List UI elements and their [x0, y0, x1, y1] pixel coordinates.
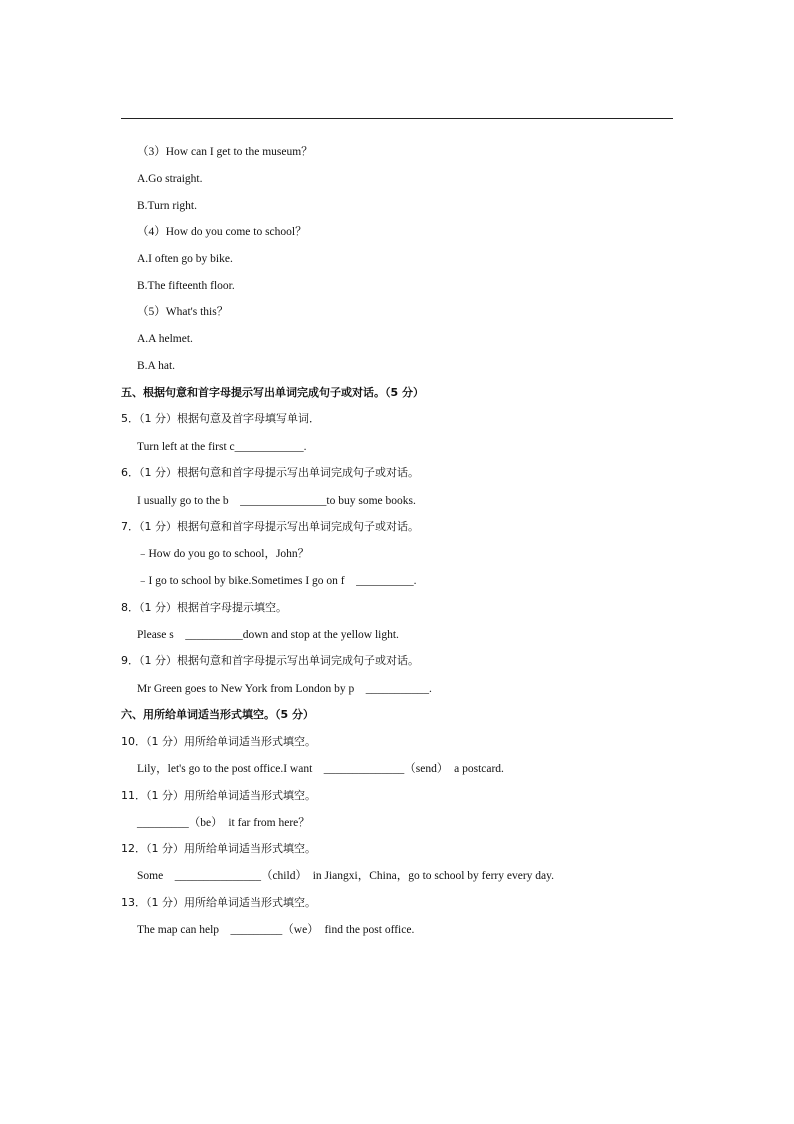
- fill-blank-line: Mr Green goes to New York from London by p ___________.: [137, 683, 432, 695]
- fill-blank-line: Some _______________（child） in Jiangxi，China，go to school by ferry every day.: [137, 870, 555, 882]
- question-stem: 13．（1 分）用所给单词适当形式填空。: [121, 896, 316, 909]
- fill-blank-line: I usually go to the b _______________to buy some books.: [137, 495, 416, 507]
- header-rule: [121, 118, 673, 119]
- section-title: 六、用所给单词适当形式填空。（5 分）: [121, 708, 314, 721]
- option-a: A.A helmet.: [137, 333, 193, 345]
- fill-blank-line: _________（be） it far from here？: [137, 817, 310, 829]
- dialog-line: ﹣How do you go to school，John？: [137, 548, 310, 560]
- option-a: A.Go straight.: [137, 173, 203, 185]
- section-title: 五、根据句意和首字母提示写出单词完成句子或对话。（5 分）: [121, 386, 424, 399]
- question-stem: 8．（1 分）根据首字母提示填空。: [121, 601, 287, 614]
- option-b: B.A hat.: [137, 360, 176, 372]
- question-stem: 9．（1 分）根据句意和首字母提示写出单词完成句子或对话。: [121, 654, 419, 667]
- question-stem: 6．（1 分）根据句意和首字母提示写出单词完成句子或对话。: [121, 466, 419, 479]
- question-stem: （4）How do you come to school？: [137, 226, 307, 238]
- question-stem: 11．（1 分）用所给单词适当形式填空。: [121, 789, 316, 802]
- question-stem: （3）How can I get to the museum？: [137, 146, 313, 158]
- question-stem: 5．（1 分）根据句意及首字母填写单词．: [121, 412, 320, 425]
- question-stem: （5）What's this？: [137, 306, 229, 318]
- fill-blank-line: The map can help _________（we） find the post office.: [137, 924, 415, 936]
- fill-blank-line: Turn left at the first c____________.: [137, 441, 307, 453]
- question-stem: 10．（1 分）用所给单词适当形式填空。: [121, 735, 316, 748]
- fill-blank-line: Lily，let's go to the post office.I want ______________（send） a postcard.: [137, 763, 504, 775]
- option-b: B.The fifteenth floor.: [137, 280, 235, 292]
- fill-blank-line: ﹣I go to school by bike.Sometimes I go on f __________.: [137, 575, 417, 587]
- fill-blank-line: Please s __________down and stop at the yellow light.: [137, 629, 399, 641]
- option-b: B.Turn right.: [137, 200, 197, 212]
- question-stem: 12．（1 分）用所给单词适当形式填空。: [121, 842, 316, 855]
- question-stem: 7．（1 分）根据句意和首字母提示写出单词完成句子或对话。: [121, 520, 419, 533]
- option-a: A.I often go by bike.: [137, 253, 233, 265]
